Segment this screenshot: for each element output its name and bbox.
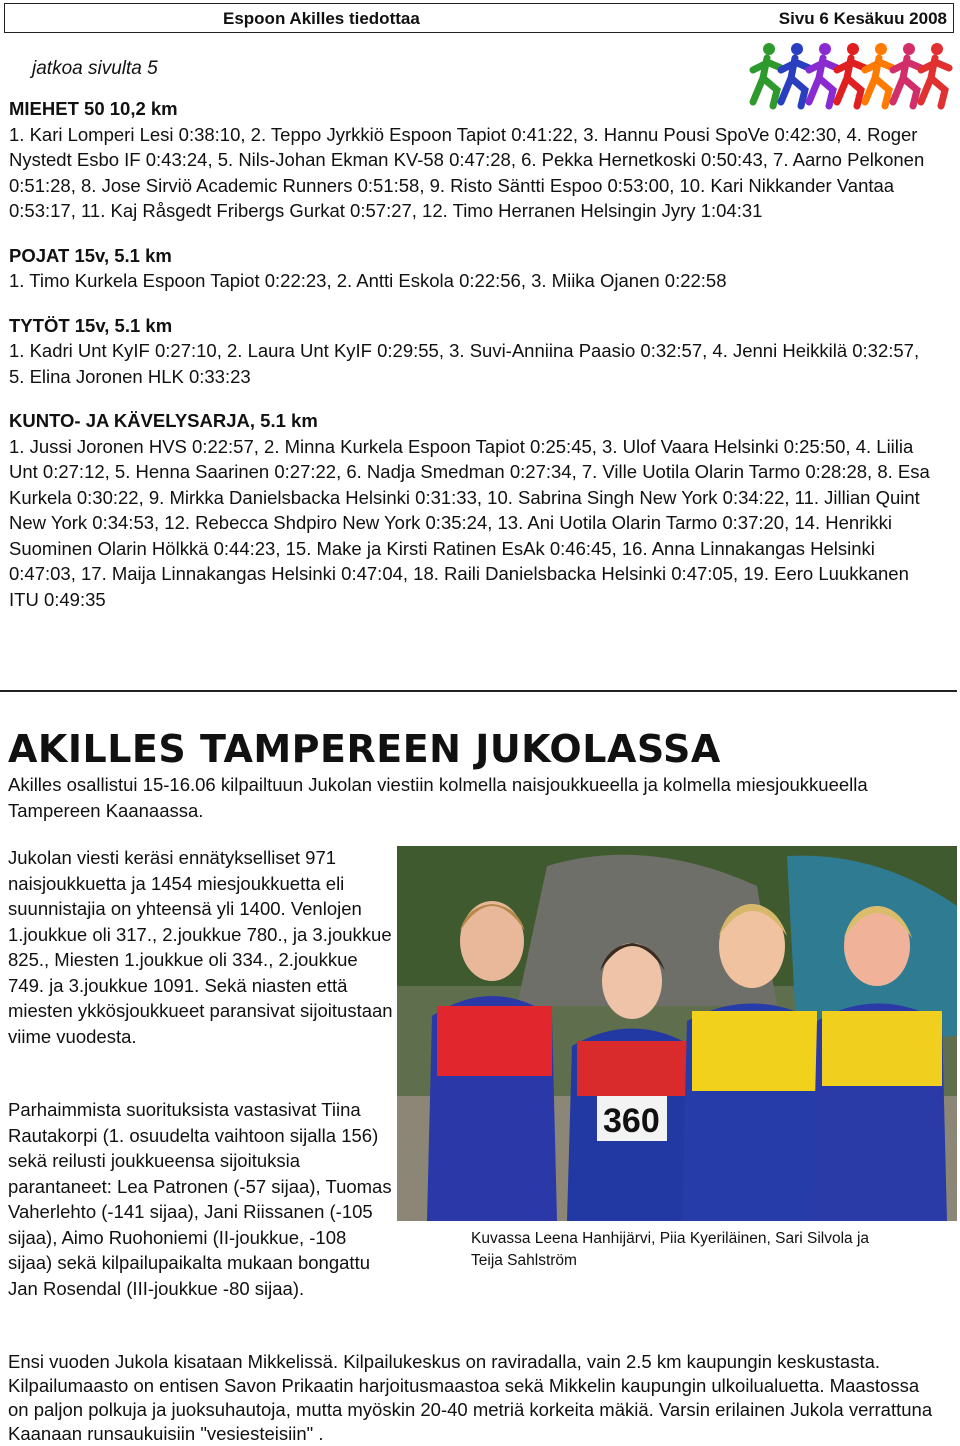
result-text: 1. Jussi Joronen HVS 0:22:57, 2. Minna Kurkela Espoon Tapiot 0:25:45, 3. Ulof Vaara Helsinki 0:25:50, 4. Liilia Unt 0:27:12, 5. Henna Saarinen 0:27:22, 6. Nadja Smedman 0:27:34, 7. Ville Uotila Olarin Tarmo 0:28:28, 8. Esa Kurkela 0:30:22, 9. Mirkka Danielsbacka Helsinki 0:31:33, 10. Sabrina Singh New York 0:34:22, 11. Jillian Quint New York 0:34:53, 12. Rebecca Shdpiro New York 0:35:24, 13. Ani Uotila Olarin Tarmo 0:37:20, 14. Henrikki Suominen Olarin Hölkkä 0:44:23, 15. Make ja Kirsti Ratinen EsAk 0:46:45, 16. Anna Linnakangas Helsinki 0:47:03, 17. Maija Linnakangas Helsinki 0:47:04, 18. Raili Danielsbacka Helsinki 0:47:05, 19. Eero Luukkanen ITU 0:49:35 xyxy=(9,435,930,610)
page-number-date: Sivu 6 Kesäkuu 2008 xyxy=(778,9,947,28)
article-paragraph: Jukolan viesti keräsi ennätykselliset 971 naisjoukkuetta ja 1454 miesjoukkuetta eli suunnistajia on yhteensä yli 1400. Venlojen 1.joukkue oli 317., 2.joukkue 780., ja 3.joukkue 825., Miesten 1.joukkue oli 334., 2.joukkue 749. ja 3.joukkue 1091. Sekä niasten että miesten ykkösjoukkueet paransivat sijoitustaan viime vuodesta. xyxy=(8,847,393,1047)
article-intro: Akilles osallistui 15-16.06 kilpailtuun Jukolan viestiin kolmella naisjoukkueella ja kolmella miesjoukkueella Tampereen Kaanaassa. xyxy=(8,774,868,821)
result-heading: TYTÖT 15v, 5.1 km xyxy=(9,314,173,336)
article-closing: Ensi vuoden Jukola kisataan Mikkelissä. Kilpailukeskus on raviradalla, vain 2.5 km kaupungin keskustasta. Kilpailumaasto on entisen Savon Prikaatin harjoitusmaastoa sekä Mikkelin kaupungin ulkoilualuetta. Maastossa on paljon polkuja ja juoksuhautoja, mutta myöskin 20-40 metriä korkeita mäkiä. Varsin erilainen Jukola verrattuna Kaanaan runsaukuisiin "vesiesteisiin" . xyxy=(8,1351,933,1444)
section-divider xyxy=(0,690,957,692)
article-title: AKILLES TAMPEREEN JUKOLASSA xyxy=(8,727,721,771)
newsletter-title: Espoon Akilles tiedottaa xyxy=(223,9,420,28)
results-list xyxy=(9,96,939,631)
page-header xyxy=(4,3,954,33)
result-heading: MIEHET 50 10,2 km xyxy=(9,98,178,119)
team-photo xyxy=(397,846,957,1221)
photo-caption: Kuvassa Leena Hanhijärvi, Piia Kyeriläinen, Sari Silvola ja Teija Sahlström xyxy=(471,1230,870,1269)
result-text: 1. Kari Lomperi Lesi 0:38:10, 2. Teppo Jyrkkiö Espoon Tapiot 0:41:22, 3. Hannu Pousi SpoVe 0:42:30, 4. Roger Nystedt Esbo IF 0:43:24, 5. Nils-Johan Ekman KV-58 0:47:28, 6. Pekka Hernetkoski 0:50:43, 7. Aarno Pelkonen 0:51:28, 8. Jose Sirviö Academic Runners 0:51:58, 9. Risto Säntti Espoo 0:53:00, 10. Kari Nikkander Vantaa 0:53:17, 11. Kaj Råsgedt Fribergs Gurkat 0:57:27, 12. Timo Herranen Helsingin Jyry 1:04:31 xyxy=(9,123,925,221)
result-heading: POJAT 15v, 5.1 km xyxy=(9,244,172,266)
result-text: 1. Kadri Unt KyIF 0:27:10, 2. Laura Unt KyIF 0:29:55, 3. Suvi-Anniina Paasio 0:32:57, 4. Jenni Heikkilä 0:32:57, 5. Elina Joronen HLK 0:33:23 xyxy=(9,340,920,387)
article-paragraph: Parhaimmista suorituksista vastasivat Tiina Rautakorpi (1. osuudelta vaihtoon sijalla 156) sekä reilusti joukkueensa sijoituksia parantaneet: Lea Patronen (-57 sijaa), Tuomas Vaherlehto (-141 sijaa), Jani Riissanen (-105 sijaa), Aimo Ruohoniemi (II-joukkue, -108 sijaa) sekä kilpailupaikalta mukaan bongattu Jan Rosendal (III-joukkue -80 sijaa). xyxy=(8,1099,392,1299)
continued-note: jatkoa sivulta 5 xyxy=(32,58,158,79)
bib-number: 360 xyxy=(603,1102,660,1140)
result-heading: KUNTO- JA KÄVELYSARJA, 5.1 km xyxy=(9,410,318,431)
result-text: 1. Timo Kurkela Espoon Tapiot 0:22:23, 2. Antti Eskola 0:22:56, 3. Miika Ojanen 0:22:58 xyxy=(9,270,727,291)
